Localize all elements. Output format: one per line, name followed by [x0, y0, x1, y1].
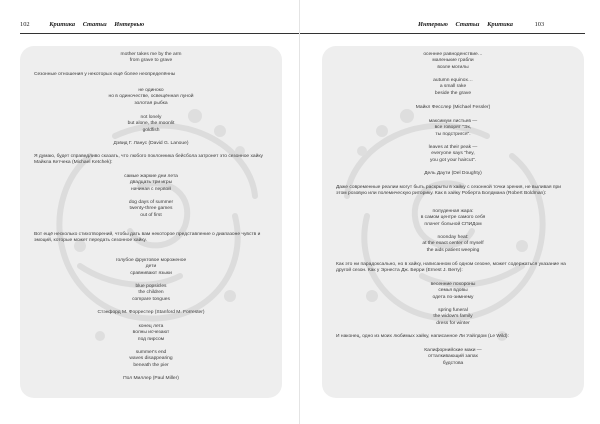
- haiku-line: но в одиночестве, освещённая луной: [108, 94, 194, 100]
- haiku-line: все говорят "Эх,: [434, 125, 472, 131]
- haiku-line: Калифорнийские маки —: [424, 348, 482, 353]
- haiku-line: начиная с первой: [131, 186, 171, 192]
- haiku-line: the widow's family: [433, 314, 473, 320]
- paragraph: [34, 72, 270, 78]
- haiku-stanza: [20, 115, 282, 134]
- header-section-3[interactable]: Интервью: [114, 21, 145, 28]
- haiku-line: noonday heat:: [437, 235, 469, 240]
- haiku-line: dress for winter: [436, 320, 470, 326]
- haiku-line: dog days of summer: [128, 200, 174, 205]
- paragraph-text: Как это ни парадоксально, но в хайку, написанном об одном сезоне, может содержаться указание на другой сезон. Как у Эрнеста Дж. Берри (Ernest J. Berry):: [336, 262, 566, 274]
- paragraph: [336, 334, 572, 340]
- header-rule: [20, 33, 300, 34]
- paragraph-text: Я думаю, будет справедливо сказать, что любого поклонника бейсбола затронет это сезонное хайку Майкла Кетчека (Michael Ketchek):: [34, 154, 263, 166]
- paragraph-text: Даже современные реалии могут быть раскрыты в хайку с сезонной точки зрения, не выливая при этом розовую или полемическую риторику. Как в хайку Роберта Болдмана (Robert Boldman):: [336, 185, 561, 197]
- haiku-stanza: [322, 308, 584, 327]
- haiku-line: в самом центре самого себя: [420, 215, 486, 221]
- haiku-line: двадцать три игры: [129, 180, 173, 186]
- haiku-stanza: [322, 209, 584, 228]
- paragraph-text: Сезонные отношения у некоторых ещё более неопределённы: [34, 72, 176, 77]
- haiku-line: голубое фруктовое мороженое: [115, 258, 187, 263]
- haiku-stanza: [322, 348, 584, 367]
- header-section-2[interactable]: Статьи: [82, 21, 107, 28]
- paragraph: [34, 154, 270, 167]
- haiku-line: not lonely: [140, 115, 162, 120]
- haiku-line: summer's end: [135, 350, 167, 355]
- haiku-line: дети: [145, 264, 157, 270]
- haiku-line: сравнивают языки: [130, 270, 172, 276]
- paragraph: [336, 185, 572, 198]
- haiku-line: you got your haircut".: [429, 157, 477, 163]
- haiku-stanza: [20, 258, 282, 277]
- author-name: Пол Миллер (Paul Miller): [123, 376, 179, 381]
- haiku-line: семья вдовы: [438, 288, 468, 294]
- haiku-line: осеннее равноденствие…: [423, 52, 483, 57]
- header-section-3[interactable]: Критика: [487, 21, 513, 28]
- haiku-stanza: [322, 78, 584, 97]
- paragraph: [34, 232, 270, 245]
- paragraph: [336, 262, 572, 275]
- haiku-line: blue popsicles: [135, 284, 167, 289]
- haiku-line: a small rake: [439, 84, 467, 90]
- haiku-line: под пирсом: [137, 336, 165, 342]
- haiku-line: leaves at their peak —: [428, 145, 478, 150]
- haiku-line: mother takes me by the arm: [120, 52, 182, 57]
- haiku-line: out of first: [140, 212, 162, 218]
- haiku-line: золотая рыбка: [134, 100, 168, 106]
- haiku-stanza: [322, 145, 584, 164]
- haiku-line: весенние похороны: [430, 282, 476, 287]
- haiku-line: at the exact center of myself: [422, 241, 484, 247]
- haiku-stanza: [322, 119, 584, 138]
- haiku-line: twenty-three games: [129, 206, 173, 212]
- haiku-line: полуденная жара:: [432, 209, 474, 214]
- header-section-1[interactable]: Критика: [49, 21, 76, 28]
- author-credit: [20, 141, 282, 147]
- author-name: Дэвид Г. Ланус (David G. Lanoue): [113, 141, 189, 146]
- page-number: 103: [534, 21, 545, 28]
- haiku-line: beneath the pier: [133, 362, 169, 368]
- haiku-line: the aids patient weeping: [426, 247, 480, 253]
- haiku-line: конец лета: [138, 324, 164, 329]
- page-header: [20, 18, 150, 32]
- haiku-stanza: [20, 174, 282, 193]
- author-credit: [322, 105, 584, 111]
- haiku-line: from grave to grave: [129, 58, 173, 64]
- haiku-line: маленькие грабли: [432, 58, 474, 64]
- haiku-line: максимум листьев —: [428, 119, 478, 124]
- header-section-2[interactable]: Статьи: [455, 21, 480, 28]
- haiku-line: waves disappearing: [129, 356, 173, 362]
- haiku-stanza: [20, 52, 282, 65]
- haiku-line: самые жаркие дни лета: [124, 174, 178, 179]
- haiku-stanza: [20, 200, 282, 219]
- haiku-stanza: [20, 88, 282, 107]
- haiku-line: compare tongues: [132, 296, 170, 302]
- haiku-line: autumn equinox…: [433, 78, 473, 83]
- haiku-stanza: [322, 52, 584, 71]
- right-page: [300, 0, 600, 424]
- haiku-line: плачет больной СПИДом: [424, 221, 482, 227]
- haiku-line: будстова: [442, 360, 464, 366]
- haiku-line: ты подстригся".: [435, 131, 471, 137]
- page-number: 102: [20, 21, 30, 28]
- haiku-stanza: [20, 324, 282, 343]
- haiku-stanza: [20, 284, 282, 303]
- author-credit: [322, 171, 584, 177]
- haiku-line: одета по-зимнему: [432, 294, 474, 300]
- header-rule: [300, 33, 585, 34]
- paragraph-text: И наконец, одно из моих любимых хайку, написанное Ли Уайлдом (Le Wild):: [336, 334, 509, 339]
- haiku-stanza: [20, 350, 282, 369]
- haiku-line: не одиноко: [138, 88, 164, 93]
- paragraph-text: Вот ещё несколько стихотворений, чтобы дать вам некоторое представление о диапазоне чувств и эмоций, которые может передать сезонное хайку.: [34, 232, 261, 244]
- author-name: Стэнфорд М. Форрестер (Stanford M. Forrester): [97, 310, 205, 315]
- author-name: Дель Даути (Del Doughty): [424, 171, 482, 176]
- author-credit: [20, 376, 282, 382]
- haiku-line: everyone says "hey,: [431, 151, 475, 157]
- haiku-stanza: [322, 235, 584, 254]
- haiku-line: возле могилы: [437, 64, 469, 70]
- author-name: Майкл Фесслер (Michael Fessler): [415, 105, 491, 110]
- haiku-line: but alone, the moonlit: [127, 121, 175, 127]
- haiku-line: goldfish: [142, 127, 160, 133]
- haiku-line: отталкивающий запах: [427, 354, 479, 360]
- haiku-line: волны исчезают: [132, 330, 170, 336]
- text-panel: [20, 46, 282, 398]
- haiku-line: spring funeral: [438, 308, 468, 313]
- text-panel: [322, 46, 584, 398]
- haiku-line: beside the grave: [434, 90, 472, 96]
- header-section-1[interactable]: Интервью: [418, 21, 448, 28]
- page-header: [418, 18, 544, 32]
- author-credit: [20, 310, 282, 316]
- haiku-stanza: [322, 282, 584, 301]
- haiku-line: the children: [138, 290, 164, 296]
